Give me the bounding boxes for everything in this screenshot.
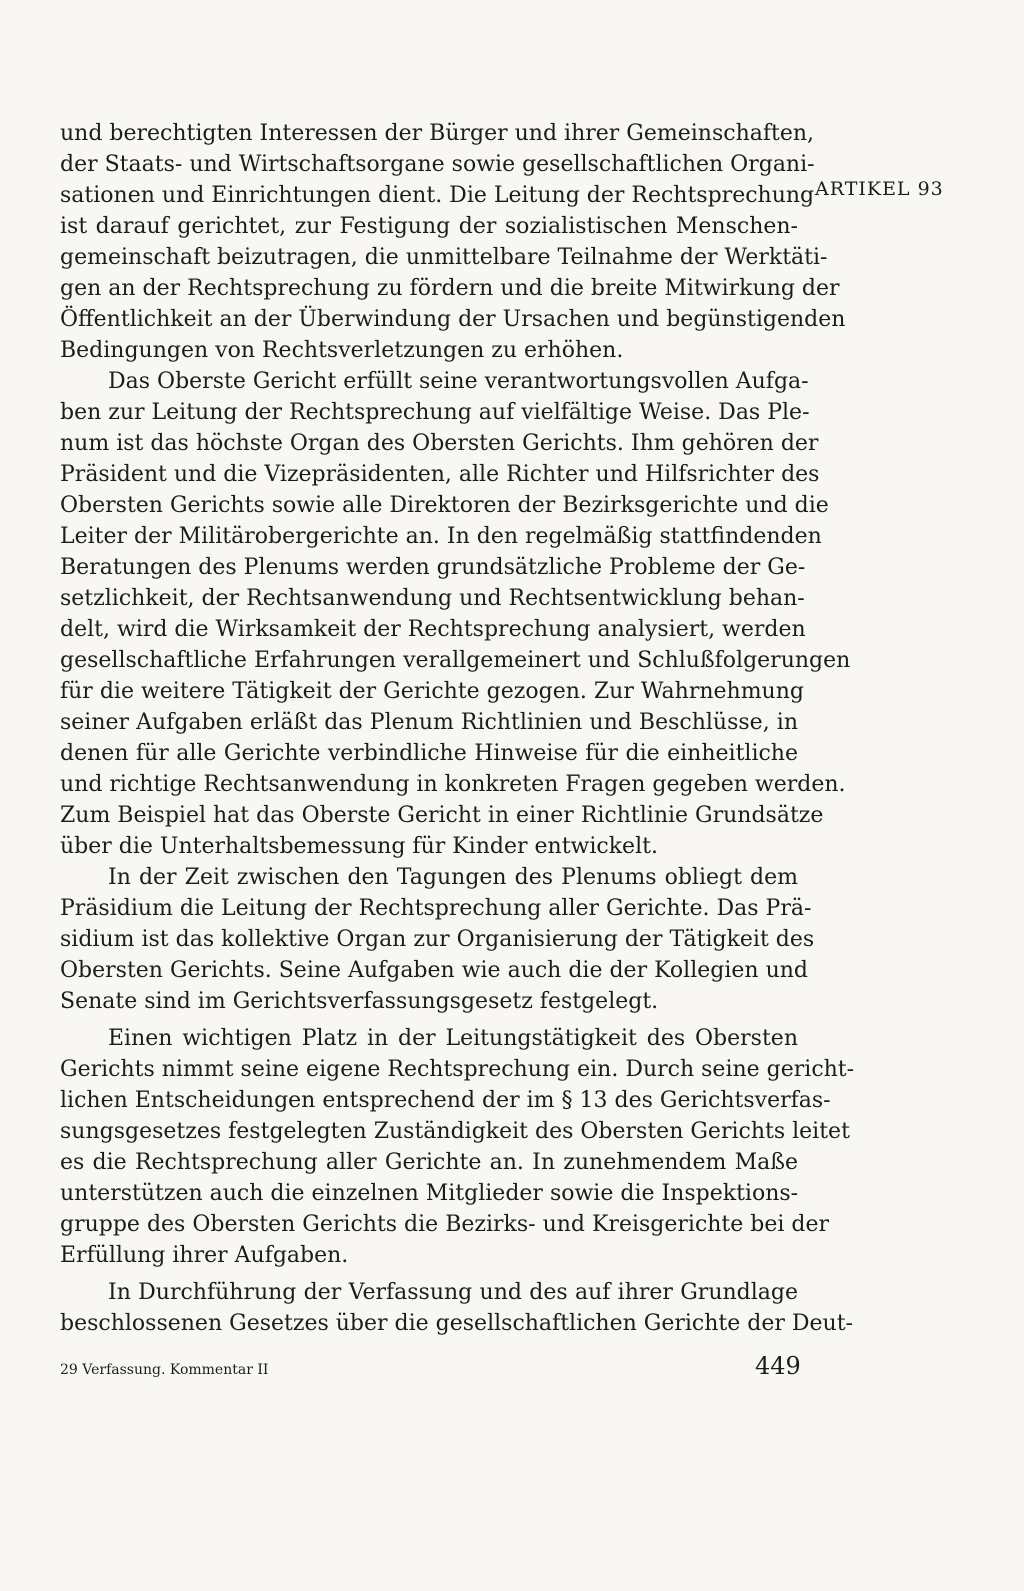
footer-signature: 29 Verfassung. Kommentar II — [60, 1362, 269, 1378]
text-line: Obersten Gerichts sowie alle Direktoren der Bezirksgerichte und die — [60, 493, 829, 518]
text-line: Beratungen des Plenums werden grundsätzliche Probleme der Ge- — [60, 555, 806, 580]
text-line: Senate sind im Gerichtsverfassungsgesetz festgelegt. — [60, 989, 659, 1014]
text-line: num ist das höchste Organ des Obersten Gerichts. Ihm gehören der — [60, 431, 819, 456]
text-line: Präsident und die Vizepräsidenten, alle Richter und Hilfsrichter des — [60, 462, 820, 487]
text-line: Zum Beispiel hat das Oberste Gericht in einer Richtlinie Grundsätze — [60, 803, 824, 828]
text-line: und berechtigten Interessen der Bürger und ihrer Gemeinschaften, — [60, 121, 815, 146]
body-text — [60, 118, 855, 1339]
text-line: es die Rechtsprechung aller Gerichte an. In zunehmendem Maße — [60, 1150, 798, 1175]
text-line: Präsidium die Leitung der Rechtsprechung aller Gerichte. Das Prä- — [60, 896, 812, 921]
text-line: für die weitere Tätigkeit der Gerichte gezogen. Zur Wahrnehmung — [60, 679, 804, 704]
text-line: Öffentlichkeit an der Überwindung der Ursachen und begünstigenden — [60, 307, 846, 332]
text-line: denen für alle Gerichte verbindliche Hinweise für die einheitliche — [60, 741, 798, 766]
paragraph — [60, 118, 846, 366]
paragraph — [60, 862, 815, 1017]
text-line: In der Zeit zwischen den Tagungen des Plenums obliegt dem — [108, 865, 798, 890]
paragraph — [60, 366, 851, 862]
margin-note: ARTIKEL 93 — [815, 178, 944, 200]
text-line: Leiter der Militärobergerichte an. In den regelmäßig stattfindenden — [60, 524, 822, 549]
text-line: Das Oberste Gericht erfüllt seine verantwortungsvollen Aufga- — [108, 369, 809, 394]
text-line: gesellschaftliche Erfahrungen verallgemeinert und Schlußfolgerungen — [60, 648, 851, 673]
text-line: sationen und Einrichtungen dient. Die Leitung der Rechtsprechung — [60, 183, 815, 208]
text-line: beschlossenen Gesetzes über die gesellschaftlichen Gerichte der Deut- — [60, 1311, 853, 1336]
text-line: gruppe des Obersten Gerichts die Bezirks- und Kreisgerichte bei der — [60, 1212, 830, 1237]
text-line: der Staats- und Wirtschaftsorgane sowie gesellschaftlichen Organi- — [60, 152, 815, 177]
paragraph — [60, 1023, 855, 1271]
text-line: Bedingungen von Rechtsverletzungen zu erhöhen. — [60, 338, 624, 363]
text-line: In Durchführung der Verfassung und des auf ihrer Grundlage — [108, 1280, 798, 1305]
paragraph — [60, 1277, 853, 1339]
page-number: 449 — [755, 1352, 801, 1380]
text-line: Erfüllung ihrer Aufgaben. — [60, 1243, 349, 1268]
text-line: gen an der Rechtsprechung zu fördern und die breite Mitwirkung der — [60, 276, 840, 301]
text-line: Einen wichtigen Platz in der Leitungstätigkeit des Obersten — [108, 1026, 798, 1051]
text-line: lichen Entscheidungen entsprechend der im § 13 des Gerichtsverfas- — [60, 1088, 831, 1113]
text-line: ist darauf gerichtet, zur Festigung der sozialistischen Menschen- — [60, 214, 798, 239]
text-line: Gerichts nimmt seine eigene Rechtsprechung ein. Durch seine gericht- — [60, 1057, 855, 1082]
text-line: setzlichkeit, der Rechtsanwendung und Rechtsentwicklung behan- — [60, 586, 805, 611]
text-line: unterstützen auch die einzelnen Mitglieder sowie die Inspektions- — [60, 1181, 799, 1206]
text-line: ben zur Leitung der Rechtsprechung auf vielfältige Weise. Das Ple- — [60, 400, 810, 425]
text-line: sidium ist das kollektive Organ zur Organisierung der Tätigkeit des — [60, 927, 815, 952]
text-line: und richtige Rechtsanwendung in konkreten Fragen gegeben werden. — [60, 772, 846, 797]
text-line: seiner Aufgaben erläßt das Plenum Richtlinien und Beschlüsse, in — [60, 710, 798, 735]
text-line: gemeinschaft beizutragen, die unmittelbare Teilnahme der Werktäti- — [60, 245, 828, 270]
text-line: Obersten Gerichts. Seine Aufgaben wie auch die der Kollegien und — [60, 958, 808, 983]
text-line: sungsgesetzes festgelegten Zuständigkeit des Obersten Gerichts leitet — [60, 1119, 850, 1144]
text-line: über die Unterhaltsbemessung für Kinder entwickelt. — [60, 834, 658, 859]
text-line: delt, wird die Wirksamkeit der Rechtsprechung analysiert, werden — [60, 617, 806, 642]
